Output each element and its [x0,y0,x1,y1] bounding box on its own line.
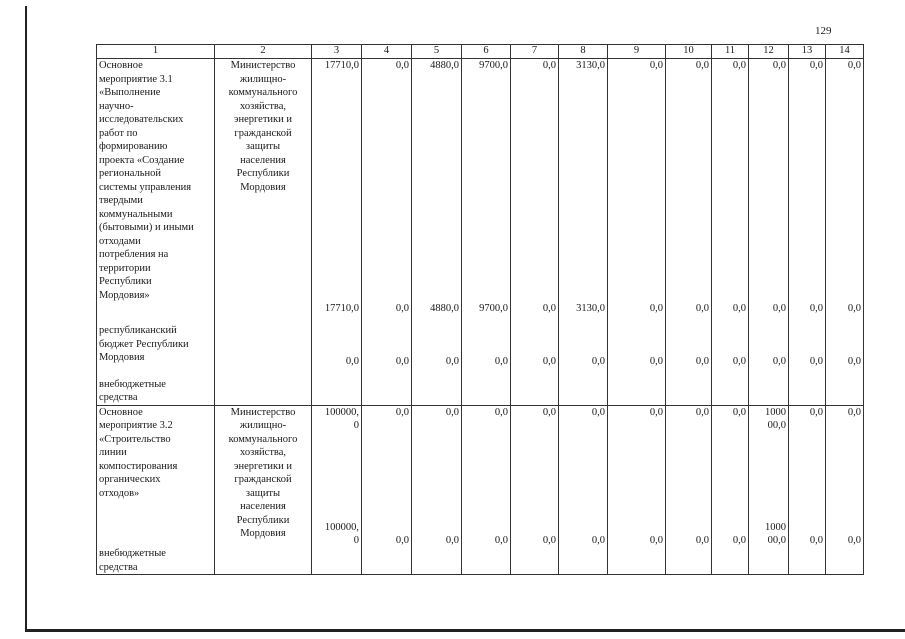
value-cell: 4880,0 4880,0 0,0 [412,59,462,406]
value-cell: 100000, 0 100000, 0 [312,405,362,575]
header-cell: 8 [559,45,608,59]
header-cell: 9 [608,45,666,59]
header-cell: 14 [826,45,864,59]
value-cell: 0,0 0,0 0,0 [789,59,826,406]
value-cell: 0,0 0,0 [511,405,559,575]
value-cell: 0,0 0,0 [666,405,712,575]
value-cell: 0,0 0,0 0,0 [749,59,789,406]
value-cell: 0,0 0,0 0,0 [608,59,666,406]
measure-3-2-description: Основное мероприятие 3.2 «Строительство линии компостирования органических отходов» внебюджетные средства [97,405,215,575]
table-row-measure-3-2 [97,405,864,575]
value-cell: 1000 00,0 1000 00,0 [749,405,789,575]
scan-edge-left [25,6,27,632]
header-cell: 13 [789,45,826,59]
value-cell: 0,0 0,0 0,0 [362,59,412,406]
value-cell: 0,0 0,0 [826,405,864,575]
header-cell: 4 [362,45,412,59]
measure-3-1-responsible: Министерство жилищно- коммунального хозяйства, энергетики и гражданской защиты населения Республики Мордовия [215,59,312,406]
header-cell: 10 [666,45,712,59]
header-cell: 11 [712,45,749,59]
value-cell: 0,0 0,0 [559,405,608,575]
value-cell: 0,0 0,0 [362,405,412,575]
value-cell: 3130,0 3130,0 0,0 [559,59,608,406]
header-cell: 5 [412,45,462,59]
measure-3-2-responsible: Министерство жилищно- коммунального хозяйства, энергетики и гражданской защиты населения Республики Мордовия [215,405,312,575]
header-cell: 6 [462,45,511,59]
value-cell: 0,0 0,0 [789,405,826,575]
value-cell: 0,0 0,0 [608,405,666,575]
value-cell: 9700,0 9700,0 0,0 [462,59,511,406]
table-row-measure-3-1 [97,59,864,406]
page-number: 129 [815,25,832,37]
value-cell: 0,0 0,0 [412,405,462,575]
value-cell: 17710,0 17710,0 0,0 [312,59,362,406]
value-cell: 0,0 0,0 [462,405,511,575]
budget-table [96,44,864,575]
value-cell: 0,0 0,0 0,0 [712,59,749,406]
table-header-row [97,45,864,59]
header-cell: 2 [215,45,312,59]
scan-edge-bottom [25,629,905,632]
value-cell: 0,0 0,0 0,0 [826,59,864,406]
value-cell: 0,0 0,0 0,0 [511,59,559,406]
header-cell: 7 [511,45,559,59]
measure-3-1-description: Основное мероприятие 3.1 «Выполнение научно- исследовательских работ по формированию проекта «Создание региональной системы управления твердыми коммунальными (бытовыми) и иными отходами потребления на территории Республики Мордовия» республиканский бюджет Республики Мордовия внебюджетные средства [97,59,215,406]
value-cell: 0,0 0,0 0,0 [666,59,712,406]
value-cell: 0,0 0,0 [712,405,749,575]
header-cell: 12 [749,45,789,59]
header-cell: 1 [97,45,215,59]
header-cell: 3 [312,45,362,59]
